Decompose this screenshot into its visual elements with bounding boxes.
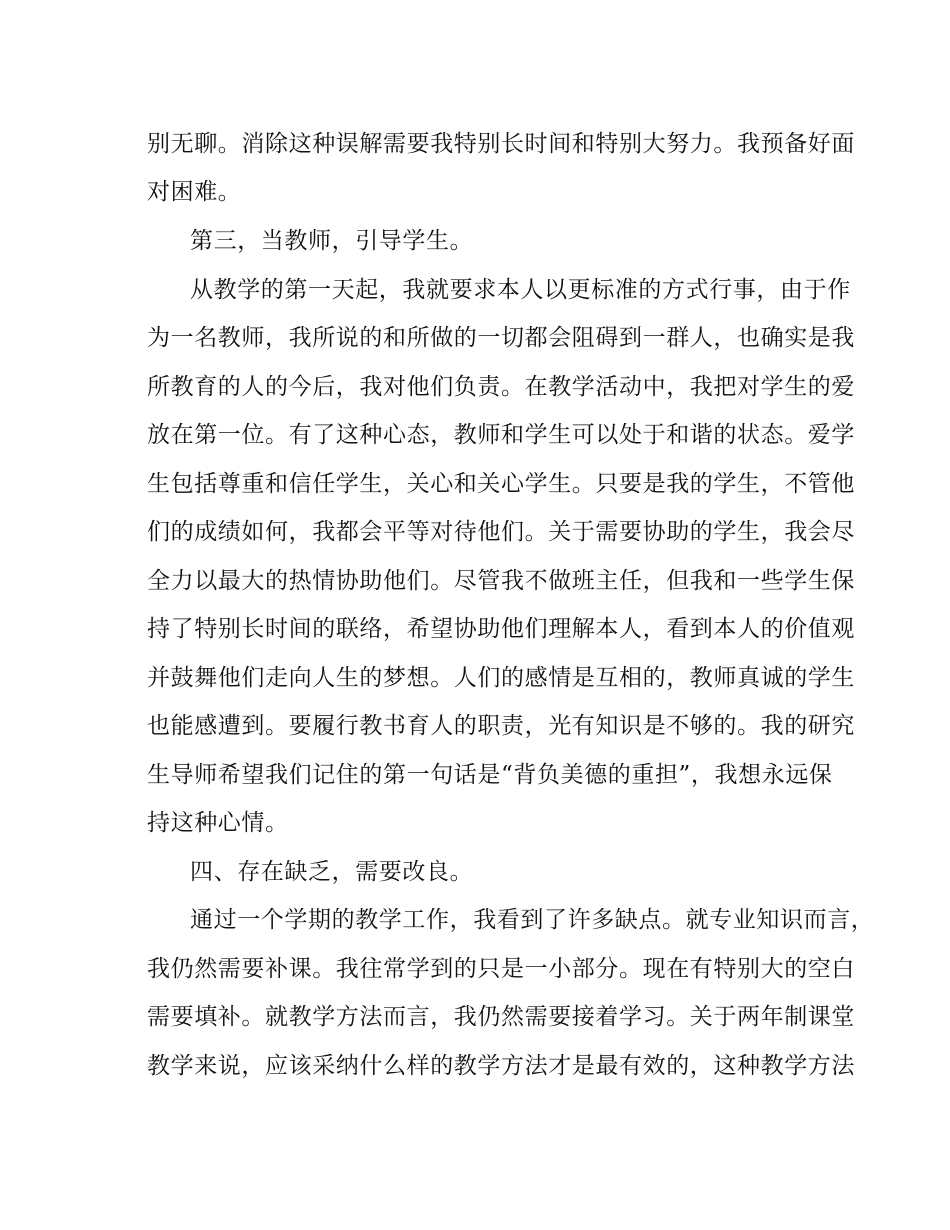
text-line-20: 教学来说，应该采纳什么样的教学方法才是最有效的，这种教学方法	[147, 1053, 855, 1079]
text-line-6: 所教育的人的今后，我对他们负责。在教学活动中，我把对学生的爱	[147, 374, 855, 400]
text-line-9: 们的成绩如何，我都会平等对待他们。关于需要协助的学生，我会尽	[147, 519, 855, 545]
text-line-18: 我仍然需要补课。我往常学到的只是一小部分。现在有特别大的空白	[147, 956, 855, 982]
paragraph-start-line-2: 通过一个学期的教学工作，我看到了许多缺点。就专业知识而言，	[190, 907, 875, 933]
section-heading-3: 第三，当教师，引导学生。	[190, 228, 474, 254]
text-line-12: 并鼓舞他们走向人生的梦想。人们的感情是互相的，教师真诚的学生	[147, 665, 855, 691]
text-line-13: 也能感遭到。要履行教书育人的职责，光有知识是不够的。我的研究	[147, 713, 855, 739]
text-line-19: 需要填补。就教学方法而言，我仍然需要接着学习。关于两年制课堂	[147, 1004, 855, 1030]
text-line-15: 持这种心情。	[147, 810, 289, 836]
text-line-10: 全力以最大的热情协助他们。尽管我不做班主任，但我和一些学生保	[147, 568, 855, 594]
text-line-5: 为一名教师，我所说的和所做的一切都会阻碍到一群人，也确实是我	[147, 325, 855, 351]
text-line-14: 生导师希望我们记住的第一句话是“背负美德的重担”，我想永远保	[147, 762, 833, 788]
section-heading-4: 四、存在缺乏，需要改良。	[190, 859, 474, 885]
text-line-1: 别无聊。消除这种误解需要我特别长时间和特别大努力。我预备好面	[147, 131, 855, 157]
paragraph-start-line: 从教学的第一天起，我就要求本人以更标准的方式行事，由于作	[190, 277, 851, 303]
text-line-11: 持了特别长时间的联络，希望协助他们理解本人，看到本人的价值观	[147, 616, 855, 642]
text-line-2: 对困难。	[147, 179, 242, 205]
text-line-8: 生包括尊重和信任学生，关心和关心学生。只要是我的学生，不管他	[147, 471, 855, 497]
text-line-7: 放在第一位。有了这种心态，教师和学生可以处于和谐的状态。爱学	[147, 422, 855, 448]
